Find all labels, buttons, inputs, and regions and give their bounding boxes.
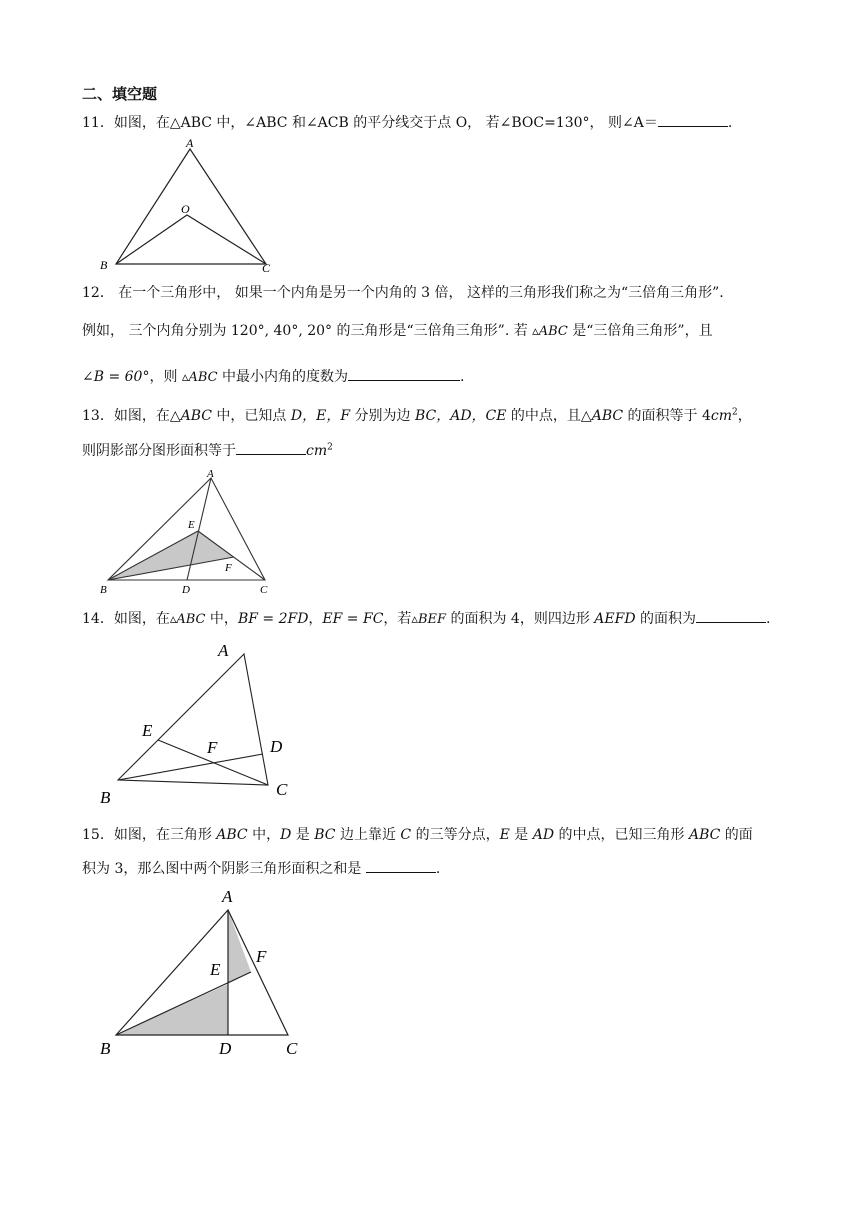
question-12-line-2 bbox=[82, 321, 713, 342]
q11-figure bbox=[96, 134, 286, 276]
q12-triangle-abc-2: ▵ABC bbox=[181, 370, 218, 385]
q14-answer-blank[interactable] bbox=[696, 608, 766, 623]
q12-triangle-abc: ▵ABC bbox=[532, 324, 568, 339]
q13-text-d: 的中点，且△ bbox=[506, 408, 592, 424]
q12-answer-blank[interactable] bbox=[348, 366, 460, 381]
q13-line2-unit: cm bbox=[306, 443, 328, 459]
q14-text-e: 的面积为 4，则四边形 bbox=[446, 611, 595, 627]
q15-text-a: 15．如图，在三角形 bbox=[82, 827, 217, 843]
q15-end: . bbox=[435, 861, 441, 877]
q14-triangle-abc: ▵ABC bbox=[169, 612, 206, 627]
q15-ad: AD bbox=[532, 827, 555, 843]
q14-text-f: 的面积为 bbox=[635, 611, 697, 627]
q12-end: . bbox=[460, 369, 465, 385]
q13-shaded-region bbox=[108, 531, 234, 580]
q15-label-d: D bbox=[219, 1039, 232, 1058]
q15-label-a: A bbox=[222, 887, 233, 906]
q15-text-f: 是 bbox=[509, 827, 533, 843]
q14-text-a: 14．如图，在 bbox=[82, 611, 170, 627]
q13-abc: ABC bbox=[180, 408, 212, 424]
q14-quad: AEFD bbox=[594, 611, 636, 627]
question-13-line-2 bbox=[82, 440, 333, 461]
q13-text-e: 的面积等于 4 bbox=[623, 408, 711, 424]
question-12-line-1: 12． 在一个三角形中， 如果一个内角是另一个内角的 3 倍， 这样的三角形我们称之为“三倍角三角形”. bbox=[82, 285, 724, 301]
q11-label-c: C bbox=[262, 261, 271, 275]
q13-abc-2: ABC bbox=[591, 408, 624, 424]
question-15-line-2 bbox=[82, 858, 440, 879]
q14-text-b: 中， bbox=[205, 611, 238, 627]
q14-label-a: A bbox=[218, 641, 229, 660]
q12-line3-text-c: 中最小内角的度数为 bbox=[217, 369, 349, 385]
question-14 bbox=[82, 608, 770, 630]
q15-c: C bbox=[400, 827, 412, 843]
q14-label-e: E bbox=[142, 721, 153, 740]
q14-eq-bf: BF = 2FD bbox=[237, 611, 309, 627]
q15-abc: ABC bbox=[216, 827, 248, 843]
q14-figure bbox=[96, 636, 306, 808]
q14-eq-ef: EF = FC bbox=[322, 611, 384, 627]
q14-text-c: ， bbox=[308, 611, 323, 627]
q13-text-b: 中，已知点 bbox=[211, 408, 291, 424]
q13-figure bbox=[96, 468, 286, 598]
q15-figure bbox=[96, 880, 316, 1060]
q12-line2-text: 例如， 三个内角分别为 120°, 40°, 20° 的三角形是“三倍角三角形”. 若 bbox=[82, 323, 533, 339]
q15-e: E bbox=[499, 827, 510, 843]
q15-label-e: E bbox=[210, 960, 221, 979]
q11-label-b: B bbox=[100, 258, 108, 272]
question-13-line-1 bbox=[82, 406, 752, 426]
q15-text-h: 的面 bbox=[720, 827, 753, 843]
q13-text-c: 分别为边 bbox=[350, 408, 415, 424]
q15-text-c: 是 bbox=[291, 827, 315, 843]
q13-line2-unit-sup: 2 bbox=[327, 442, 333, 453]
q15-text-d: 边上靠近 bbox=[335, 827, 401, 843]
q14-label-b: B bbox=[100, 788, 111, 807]
q12-line2-text-b: 是“三倍角三角形”，且 bbox=[567, 323, 713, 339]
q13-line2-text: 则阴影部分图形面积等于 bbox=[82, 443, 236, 459]
q13-label-c: C bbox=[260, 584, 268, 596]
q13-answer-blank[interactable] bbox=[236, 440, 306, 455]
q13-label-d: D bbox=[182, 584, 190, 596]
q13-unit: cm bbox=[710, 408, 733, 424]
q15-shaded-upper bbox=[228, 910, 251, 984]
q15-abc-2: ABC bbox=[688, 827, 721, 843]
q11-label-o: O bbox=[181, 202, 190, 216]
q12-angle-b: ∠B = 60° bbox=[82, 369, 150, 385]
q13-unit-sup: 2 bbox=[732, 407, 738, 418]
q11-text: 11．如图，在△ABC 中，∠ABC 和∠ACB 的平分线交于点 O， 若∠BOC=130°， 则∠A＝ bbox=[82, 115, 658, 131]
q15-label-f: F bbox=[256, 947, 267, 966]
q11-label-a: A bbox=[186, 136, 194, 150]
q15-answer-blank[interactable] bbox=[366, 858, 436, 873]
q14-label-f: F bbox=[207, 738, 218, 757]
q11-answer-blank[interactable] bbox=[658, 112, 728, 127]
q13-label-b: B bbox=[100, 584, 107, 596]
q14-label-d: D bbox=[270, 737, 283, 756]
q12-line3-text: ，则 bbox=[149, 369, 182, 385]
q15-d: D bbox=[280, 827, 292, 843]
q13-text-a: 13．如图，在△ bbox=[82, 408, 181, 424]
question-12-line-3 bbox=[82, 366, 464, 388]
q14-text-d: ，若 bbox=[383, 611, 412, 627]
q15-label-c: C bbox=[286, 1039, 298, 1058]
q15-text-e: 的三等分点， bbox=[411, 827, 500, 843]
q13-label-f: F bbox=[225, 562, 232, 574]
q13-points: D，E，F bbox=[290, 408, 351, 424]
q13-text-f: ， bbox=[737, 408, 752, 424]
q13-sides: BC，AD，CE bbox=[414, 408, 507, 424]
question-11 bbox=[82, 112, 732, 133]
q14-end: . bbox=[766, 611, 771, 627]
q15-text-b: 中， bbox=[247, 827, 281, 843]
q14-triangle-bef: ▵BEF bbox=[411, 612, 447, 627]
q15-bc: BC bbox=[314, 827, 336, 843]
q15-line2-text: 积为 3，那么图中两个阴影三角形面积之和是 bbox=[82, 861, 366, 877]
q13-label-a: A bbox=[207, 468, 214, 480]
q15-text-g: 的中点，已知三角形 bbox=[554, 827, 689, 843]
section-title: 二、填空题 bbox=[82, 85, 158, 103]
q11-end: . bbox=[727, 115, 733, 131]
question-15-line-1 bbox=[82, 825, 753, 845]
q14-label-c: C bbox=[276, 780, 288, 799]
q15-label-b: B bbox=[100, 1039, 111, 1058]
q13-label-e: E bbox=[188, 519, 195, 531]
